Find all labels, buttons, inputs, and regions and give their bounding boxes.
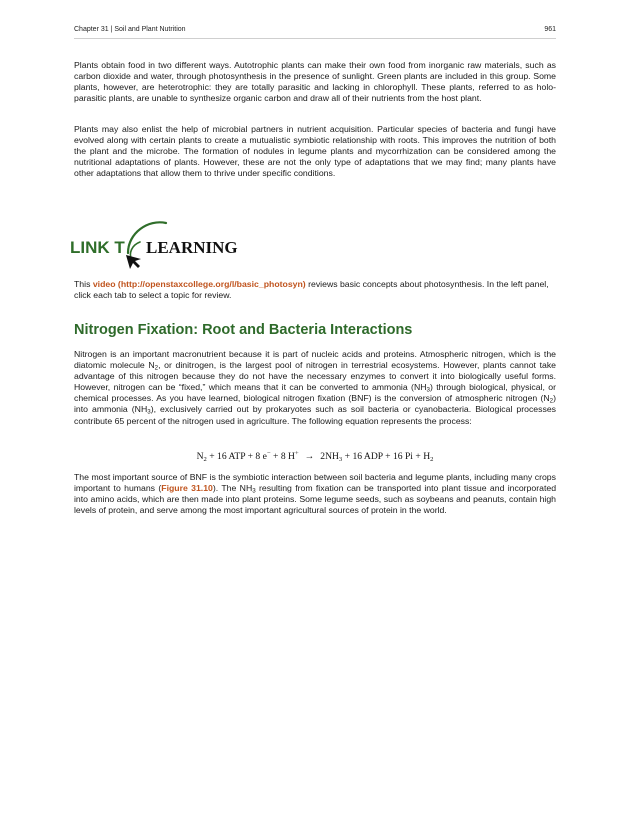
- eq-atp: 16 ATP: [217, 451, 246, 462]
- nitrogen-paragraph-1: [74, 349, 556, 427]
- text-run: ). The NH: [212, 483, 253, 494]
- eq-pi: 16 Pi: [392, 451, 413, 462]
- subscript: 2: [154, 364, 159, 372]
- logo-text-link: LINK T: [70, 238, 125, 257]
- eq-arrow-icon: →: [304, 451, 315, 462]
- eq-hydrogen-sub: 2: [430, 456, 434, 463]
- eq-plus: +: [412, 451, 424, 462]
- eq-plus: +: [382, 451, 393, 462]
- note-text-after: reviews basic concepts about photosynthesis. In the left panel, click each tab to select a topic for review.: [74, 279, 549, 301]
- video-link[interactable]: video (http://openstaxcollege.org/l/basic_photosyn): [92, 279, 306, 289]
- subscript: 3: [426, 386, 430, 394]
- subscript: 2: [549, 397, 554, 405]
- section-heading: Nitrogen Fixation: Root and Bacteria Interactions: [74, 322, 413, 338]
- cursor-arrow-icon: [126, 255, 141, 269]
- text-run: ), exclusively carried out by prokaryotes such as soil bacteria or cyanobacteria. Biological processes contribute 65 percent of the nitrogen used in agriculture. The following equation represents the process:: [74, 404, 556, 426]
- text-run: The most important source of BNF is the symbiotic interaction between soil bacteria and legume plants, including many crops important to humans (: [74, 472, 556, 494]
- eq-plus: +: [245, 451, 256, 462]
- text-run: Nitrogen is an important macronutrient because it is part of nucleic acids and proteins. Atmospheric nitrogen, which is the diatomic molecule N: [74, 349, 556, 371]
- running-header: [74, 26, 556, 38]
- eq-n2: N: [196, 451, 204, 462]
- header-divider: [74, 38, 556, 39]
- eq-ammonia: 2NH: [320, 451, 339, 462]
- subscript: 3: [147, 408, 151, 416]
- link-to-learning-logo-icon: [70, 215, 238, 269]
- text-run: ) through biological, physical, or chemical processes. As you have learned, biological nitrogen fixation (BNF) is the conversion of atmospheric nitrogen (N: [74, 382, 556, 404]
- eq-n2-sub: 2: [203, 456, 207, 463]
- text-run: resulting from fixation can be transported into plant tissue and incorporated into amino acids, which are then made into plant proteins. Some legume seeds, such as soybeans and peanuts, contain high levels of protein, and serve among the most important agricultural sources of protein in the world.: [74, 483, 557, 516]
- note-text-before: This: [74, 279, 93, 289]
- intro-paragraph-1: Plants obtain food in two different ways. Autotrophic plants can make their own food from inorganic raw materials, such as carbon dioxide and water, through photosynthesis in the presence of sunlight. Green plants are included in this group. Some plants, however, are heterotrophic: they are totally parasitic and lacking in chlorophyll. These plants, referred to as holo-parasitic plants, are unable to synthesize organic carbon and draw all of their nutrients from the host plant.: [74, 60, 556, 104]
- logo-text-learning: LEARNING: [146, 238, 238, 257]
- figure-link[interactable]: Figure 31.10: [161, 483, 213, 494]
- eq-adp: 16 ADP: [352, 451, 383, 462]
- intro-paragraph-2: Plants may also enlist the help of microbial partners in nutrient acquisition. Particular species of bacteria and fungi have evolved along with certain plants to create a mutualistic symbiotic relationship with roots. This improves the nutrition of both the plant and the microbe. The formation of nodules in legume plants and mycorrhization can be considered among the nutritional adaptations of plants. However, these are not the only type of adaptations that we may find; many plants have other adaptations that allow them to thrive under specific conditions.: [74, 124, 556, 179]
- eq-protons-sup: +: [294, 450, 299, 457]
- eq-electrons-sup: −: [266, 450, 271, 457]
- eq-electrons: 8 e: [255, 451, 267, 462]
- eq-plus: +: [206, 451, 218, 462]
- page-number: 961: [544, 26, 556, 33]
- nitrogen-paragraph-2: [74, 472, 556, 516]
- eq-ammonia-sub: 3: [338, 456, 343, 463]
- eq-protons: 8 H: [280, 451, 295, 462]
- eq-hydrogen: H: [423, 451, 431, 462]
- chapter-title: Chapter 31 | Soil and Plant Nutrition: [74, 26, 186, 33]
- link-to-learning-note: [74, 279, 556, 301]
- text-run: ) into ammonia (NH: [74, 393, 556, 415]
- text-run: , or dinitrogen, is the largest pool of nitrogen in terrestrial ecosystems. However, plants cannot take advantage of this nitrogen because they do not have the necessary enzymes to convert it into biologically useful forms. However, nitrogen can be “fixed,” which means that it can be converted to ammonia (NH: [74, 360, 556, 393]
- eq-plus: +: [342, 451, 353, 462]
- nitrogen-fixation-equation: [0, 451, 630, 462]
- eq-plus: +: [270, 451, 281, 462]
- subscript: 3: [252, 487, 256, 495]
